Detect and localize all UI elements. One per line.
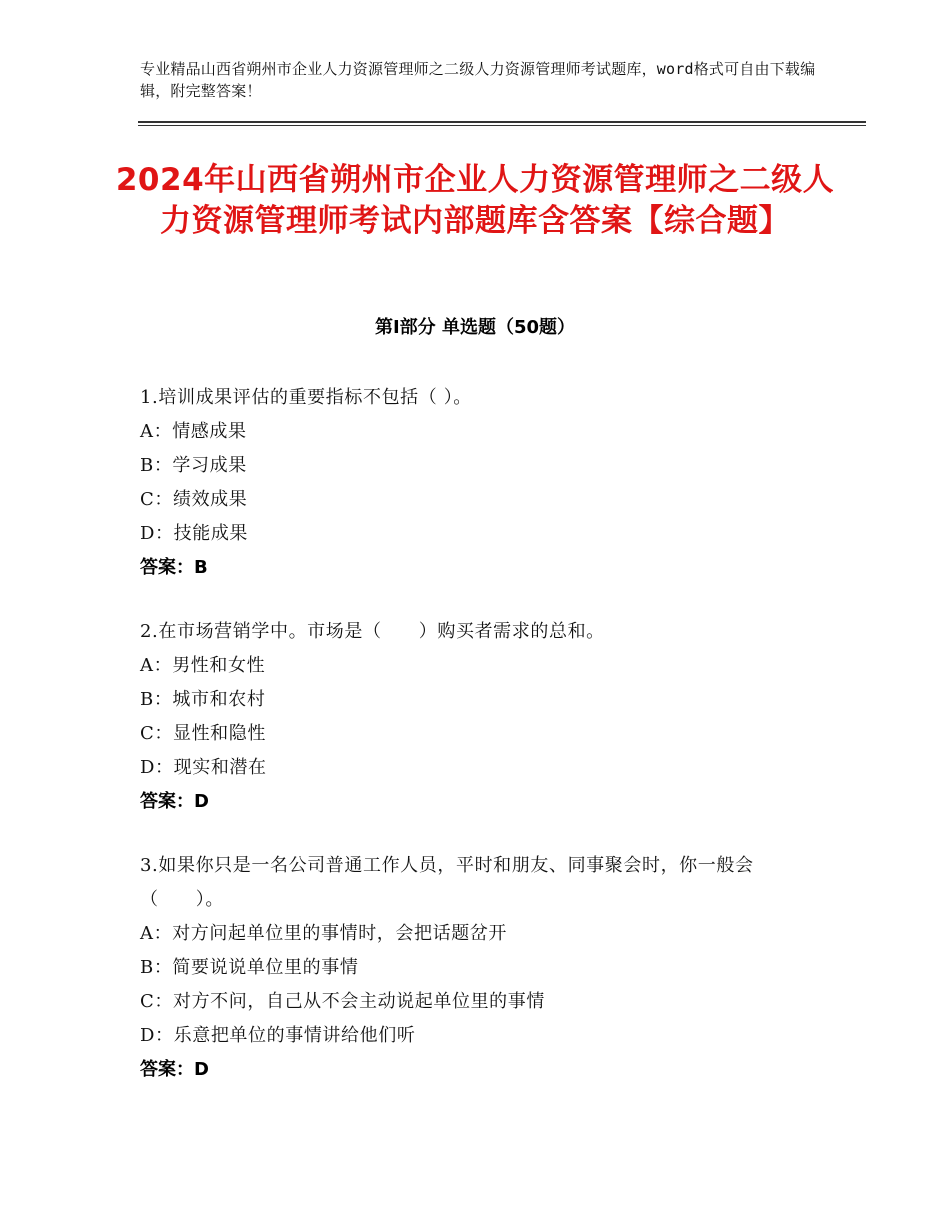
question-item <box>140 849 820 1087</box>
question-item <box>140 615 820 819</box>
header-divider-thin <box>138 125 866 126</box>
question-stem: 1.培训成果评估的重要指标不包括（ ）。 <box>140 387 472 408</box>
question-item <box>140 381 820 585</box>
question-answer: 答案：B <box>140 557 208 578</box>
question-option: D：现实和潜在 <box>140 757 267 778</box>
question-option: C：对方不问，自己从不会主动说起单位里的事情 <box>140 991 545 1012</box>
question-option: D：乐意把单位的事情讲给他们听 <box>140 1025 416 1046</box>
question-option: B：简要说说单位里的事情 <box>140 957 359 978</box>
question-list <box>140 381 820 1117</box>
header-note: 专业精品山西省朔州市企业人力资源管理师之二级人力资源管理师考试题库，word格式可自由下载编辑，附完整答案！ <box>140 60 816 100</box>
question-option: B：学习成果 <box>140 455 247 476</box>
question-option: A：情感成果 <box>140 421 247 442</box>
question-option: A：男性和女性 <box>140 655 266 676</box>
question-option: A：对方问起单位里的事情时，会把话题岔开 <box>140 923 507 944</box>
question-option: B：城市和农村 <box>140 689 266 710</box>
question-stem: 2.在市场营销学中。市场是（ ）购买者需求的总和。 <box>140 621 605 642</box>
question-answer: 答案：D <box>140 1059 209 1080</box>
question-answer: 答案：D <box>140 791 209 812</box>
section-heading: 第Ⅰ部分 单选题（50题） <box>374 317 575 338</box>
header-divider <box>138 121 866 123</box>
question-option: D：技能成果 <box>140 523 249 544</box>
document-title: 2024年山西省朔州市企业人力资源管理师之二级人力资源管理师考试内部题库含答案【综合题】 <box>115 162 835 239</box>
question-option: C：绩效成果 <box>140 489 248 510</box>
question-option: C：显性和隐性 <box>140 723 266 744</box>
question-stem: 3.如果你只是一名公司普通工作人员，平时和朋友、同事聚会时，你一般会（ ）。 <box>140 855 754 910</box>
